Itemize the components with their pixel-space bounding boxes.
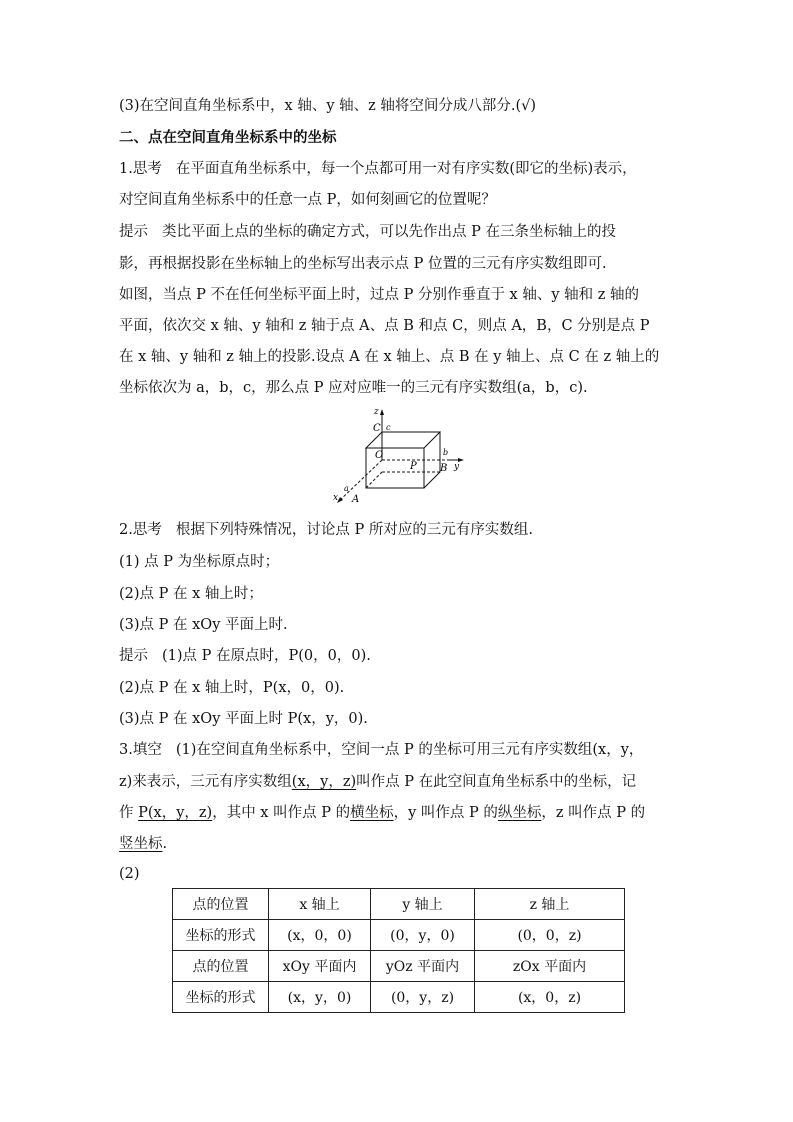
table-cell: 坐标的形式 <box>173 920 269 951</box>
text-line: 影，再根据投影在坐标轴上的坐标写出表示点 P 位置的三元有序实数组即可. <box>119 256 607 272</box>
label-b: b <box>443 448 449 457</box>
text-line <box>119 803 645 823</box>
table-cell: x 轴上 <box>269 889 371 920</box>
table-cell: (0，y，z) <box>371 982 475 1013</box>
text-line <box>119 834 167 854</box>
hint-2 <box>119 646 371 666</box>
label-y: y <box>454 462 460 472</box>
table-cell: yOz 平面内 <box>371 951 475 982</box>
text-span: ，其中 x 叫作点 P 的 <box>212 805 351 821</box>
coordinate-box-figure <box>330 405 470 505</box>
hint-label: 提示 <box>119 648 148 664</box>
label-B: B <box>440 463 448 474</box>
answer-underlined: 横坐标 <box>350 805 394 821</box>
label-C: C <box>373 423 381 434</box>
hint-label: 提示 <box>119 224 148 240</box>
text-span: 叫作点 P 在此空间直角坐标系中的坐标，记 <box>356 774 637 790</box>
answer-underlined: 纵坐标 <box>497 805 542 821</box>
text-line: (2)点 P 在 x 轴上时，P(x，0，0). <box>119 680 345 696</box>
table-cell: (x，y，0) <box>269 982 371 1013</box>
text-line: 如图，当点 P 不在任何坐标平面上时，过点 P 分别作垂直于 x 轴、y 轴和 z 轴的 <box>119 287 640 303</box>
text-line: 对空间直角坐标系中的任意一点 P，如何刻画它的位置呢？ <box>119 192 496 208</box>
answer-underlined: P(x，y，z) <box>138 805 213 821</box>
text-line: (3)点 P 在 xOy 平面上时 P(x，y，0). <box>119 711 368 727</box>
question-label: 3.填空 <box>119 742 162 758</box>
section-heading: 二、点在空间直角坐标系中的坐标 <box>119 129 337 146</box>
table-cell: (x，0，z) <box>475 982 625 1013</box>
text-line <box>119 772 636 792</box>
table-cell: (0，y，0) <box>371 920 475 951</box>
text-line: (2) <box>119 866 140 882</box>
question-label: 1.思考 <box>119 161 162 177</box>
text-line: (1) 点 P 为坐标原点时； <box>119 554 280 570</box>
question-text: (1)在空间直角坐标系中，空间一点 P 的坐标可用三元有序实数组(x，y， <box>175 742 644 758</box>
question-2 <box>119 520 533 540</box>
text-line: 平面，依次交 x 轴、y 轴和 z 轴于点 A、点 B 和点 C，则点 A，B，C 分别是点 P <box>119 318 650 334</box>
table-cell: 点的位置 <box>173 951 269 982</box>
question-label: 2.思考 <box>119 522 162 538</box>
text-line: (2)点 P 在 x 轴上时； <box>119 586 263 602</box>
table-row <box>173 982 625 1013</box>
label-P: P <box>410 461 417 472</box>
table-row <box>173 920 625 951</box>
table-cell: (0，0，z) <box>475 920 625 951</box>
label-c: c <box>386 423 391 432</box>
table-cell: z 轴上 <box>475 889 625 920</box>
table-row <box>173 951 625 982</box>
label-a: a <box>344 484 349 493</box>
text-line: 坐标依次为 a，b，c，那么点 P 应对应唯一的三元有序实数组(a，b，c). <box>119 380 588 396</box>
answer-underlined: 竖坐标 <box>119 836 163 852</box>
text-span: 作 <box>119 805 139 821</box>
table-cell: y 轴上 <box>371 889 475 920</box>
question-1 <box>119 159 637 179</box>
table-cell: zOx 平面内 <box>475 951 625 982</box>
hint-1 <box>119 222 616 242</box>
box-hidden-edge <box>366 472 382 488</box>
table-cell: 坐标的形式 <box>173 982 269 1013</box>
question-text: 根据下列特殊情况，讨论点 P 所对应的三元有序实数组. <box>175 522 533 538</box>
question-text: 在平面直角坐标系中，每一个点都可用一对有序实数(即它的坐标)表示， <box>175 161 637 177</box>
label-O: O <box>375 450 384 461</box>
text-span: ，y 叫作点 P 的 <box>393 805 498 821</box>
hint-text: (1)点 P 在原点时，P(0，0，0). <box>162 648 371 664</box>
text-span: z)来表示，三元有序实数组 <box>119 774 292 790</box>
question-3 <box>119 740 643 760</box>
answer-underlined: (x，y，z) <box>291 774 357 790</box>
label-A: A <box>352 494 360 505</box>
text-line: 在 x 轴、y 轴和 z 轴上的投影.设点 A 在 x 轴上、点 B 在 y 轴上、点 C 在 z 轴上的 <box>119 349 660 365</box>
coordinate-table <box>172 888 625 1013</box>
text-span: . <box>162 836 168 852</box>
z-axis-arrow <box>380 409 384 415</box>
label-z: z <box>374 407 379 417</box>
table-row <box>173 889 625 920</box>
text-span: ，z 叫作点 P 的 <box>541 805 646 821</box>
box-top <box>366 432 440 448</box>
table-cell: (x，0，0) <box>269 920 371 951</box>
text-line: (3)点 P 在 xOy 平面上时. <box>119 617 288 633</box>
text-line: (3)在空间直角坐标系中，x 轴、y 轴、z 轴将空间分成八部分.(√) <box>119 98 537 114</box>
table-cell: xOy 平面内 <box>269 951 371 982</box>
x-axis-dashed <box>340 460 382 500</box>
table-cell: 点的位置 <box>173 889 269 920</box>
label-x: x <box>333 493 339 503</box>
hint-text: 类比平面上点的坐标的确定方式，可以先作出点 P 在三条坐标轴上的投 <box>162 224 616 240</box>
